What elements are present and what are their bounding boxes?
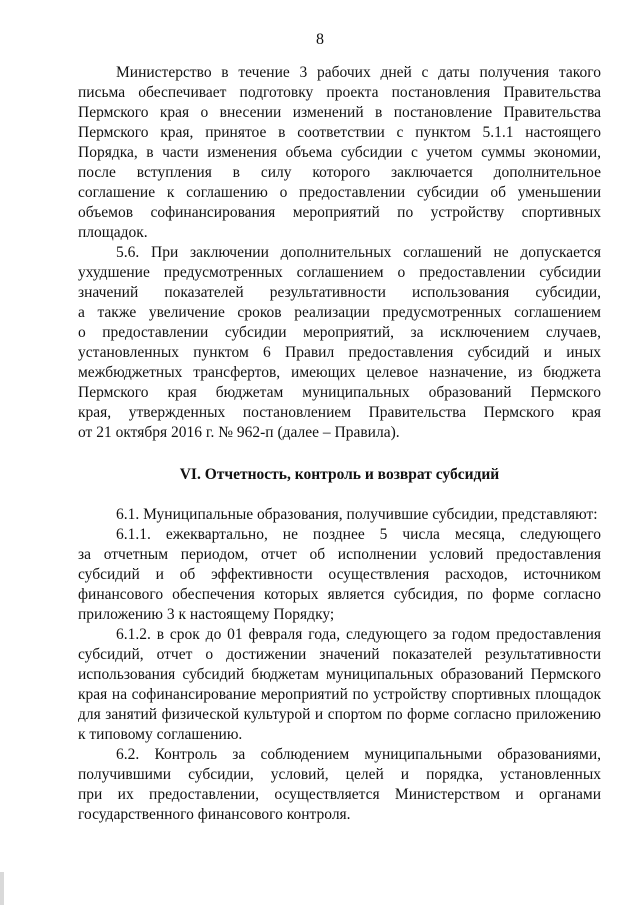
text-line: значений показателей результативности использования субсидии,: [78, 284, 601, 301]
text-line: государственного финансового контроля.: [78, 806, 351, 823]
text-line: 6.1.2. в срок до 01 февраля года, следующего за годом предоставления: [116, 626, 601, 643]
paragraph: [78, 505, 601, 525]
text-line: межбюджетных трансфертов, имеющих целевое назначение, из бюджета: [78, 364, 601, 381]
text-line: субсидий, отчет о достижении значений показателей результативности: [78, 646, 601, 663]
text-line: Пермского края, принятое в соответствии с пунктом 5.1.1 настоящего: [78, 124, 601, 141]
paragraph: [78, 745, 601, 825]
text-line: при их предоставлении, осуществляется Министерством и органами: [78, 786, 601, 803]
text-line: использования субсидий бюджетам муниципальных образований Пермского: [78, 666, 601, 683]
paragraph: [78, 625, 601, 745]
text-line: а также увеличение сроков реализации предусмотренных соглашением: [78, 304, 601, 321]
text-line: после вступления в силу которого заключается дополнительное: [78, 164, 601, 181]
text-line: объемов софинансирования мероприятий по устройству спортивных: [78, 204, 601, 221]
paragraph: [78, 63, 601, 243]
text-line: за отчетным периодом, отчет об исполнении условий предоставления: [78, 546, 601, 563]
section-heading: VI. Отчетность, контроль и возврат субсидий: [179, 466, 500, 483]
paragraphs-after-heading: [78, 505, 601, 825]
paragraph: [78, 243, 601, 443]
text-line: от 21 октября 2016 г. № 962-п (далее – Правила).: [78, 424, 400, 441]
document-body: [78, 63, 601, 825]
text-line: Пермского края бюджетам муниципальных образований Пермского: [78, 384, 601, 401]
text-line: 6.1. Муниципальные образования, получившие субсидии, представляют:: [116, 506, 598, 523]
text-line: Министерство в течение 3 рабочих дней с даты получения такого: [116, 64, 601, 81]
text-line: Пермского края о внесении изменений в постановление Правительства: [78, 104, 601, 121]
text-line: края, утвержденных постановлением Правительства Пермского края: [78, 404, 601, 421]
text-line: установленных пунктом 6 Правил предоставления субсидий и иных: [78, 344, 601, 361]
paragraphs-before-heading: [78, 63, 601, 443]
paragraph: [78, 525, 601, 625]
text-line: субсидий и об эффективности осуществления расходов, источником: [78, 566, 601, 583]
text-line: для занятий физической культурой и спортом по форме согласно приложению: [78, 706, 601, 723]
text-line: 6.1.1. ежеквартально, не позднее 5 числа месяца, следующего: [116, 526, 601, 543]
text-line: 5.6. При заключении дополнительных соглашений не допускается: [116, 244, 601, 261]
text-line: письма обеспечивает подготовку проекта постановления Правительства: [78, 84, 601, 101]
text-line: соглашение к соглашению о предоставлении субсидии об уменьшении: [78, 184, 601, 201]
text-line: к типовому соглашению.: [78, 726, 243, 743]
text-line: края на софинансирование мероприятий по устройству спортивных площадок: [78, 686, 601, 703]
text-line: Порядка, в части изменения объема субсидии с учетом суммы экономии,: [78, 144, 601, 161]
text-line: получившими субсидии, условий, целей и порядка, установленных: [78, 766, 601, 783]
scan-edge-mark: [0, 872, 4, 905]
text-line: о предоставлении субсидии мероприятий, за исключением случаев,: [78, 324, 601, 341]
text-line: приложению 3 к настоящему Порядку;: [78, 606, 335, 623]
text-line: площадок.: [78, 224, 148, 241]
text-line: финансового обеспечения которых является субсидия, по форме согласно: [78, 586, 601, 603]
page-number: 8: [316, 31, 324, 48]
text-line: ухудшение предусмотренных соглашением о предоставлении субсидии: [78, 264, 601, 281]
text-line: 6.2. Контроль за соблюдением муниципальными образованиями,: [116, 746, 601, 763]
